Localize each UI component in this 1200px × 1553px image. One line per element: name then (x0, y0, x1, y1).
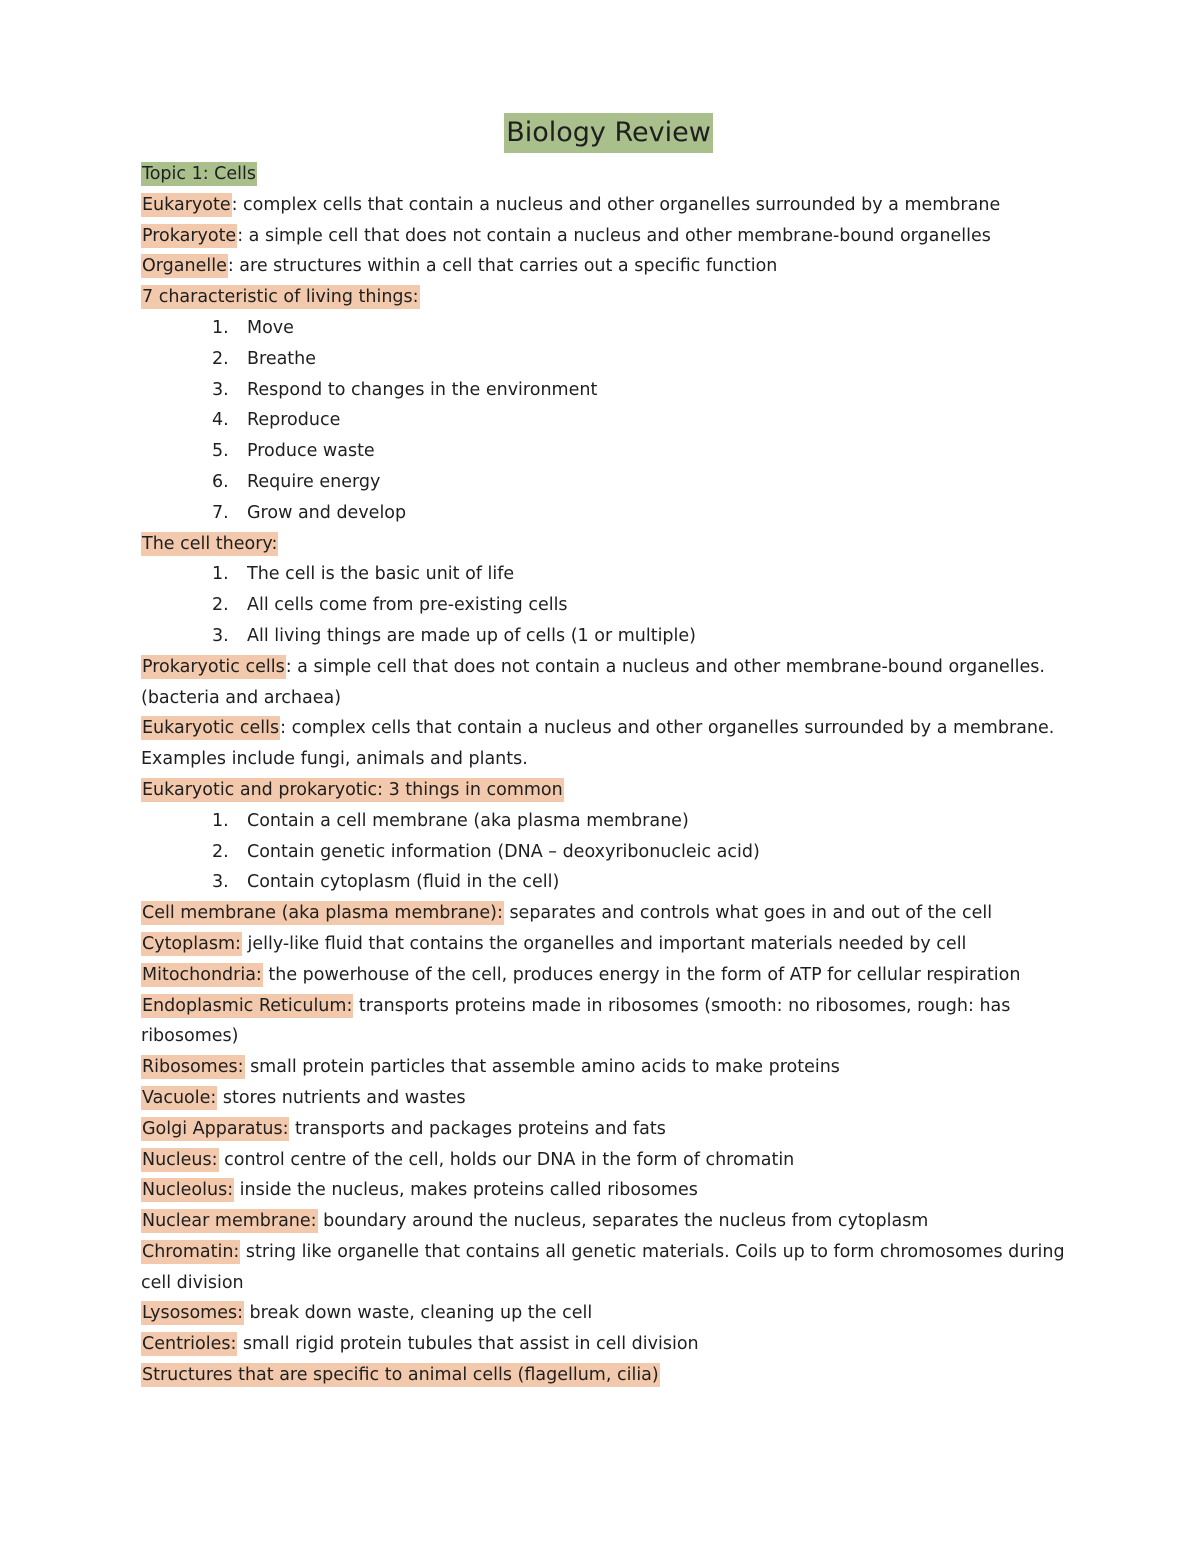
list-number: 3. (212, 379, 229, 400)
definition-line (141, 1083, 1076, 1114)
list-item (141, 405, 1076, 436)
definition-term: Prokaryotic cells (142, 656, 285, 677)
definition-term: Chromatin: (142, 1241, 240, 1262)
definition-line (141, 1175, 1076, 1206)
common-heading-line (141, 775, 1076, 806)
characteristics-heading-line (141, 282, 1076, 313)
list-item (141, 467, 1076, 498)
organelle-definitions (141, 898, 1076, 1360)
definition-term: Cytoplasm: (142, 933, 241, 954)
list-text: Reproduce (247, 410, 341, 431)
topic-line (141, 159, 1076, 190)
list-text: Move (247, 317, 294, 338)
list-number: 4. (212, 410, 229, 431)
list-item (141, 621, 1076, 652)
definition-term: Mitochondria: (142, 964, 262, 985)
definition-term: Prokaryote (142, 225, 237, 246)
list-item (141, 375, 1076, 406)
list-item (141, 344, 1076, 375)
definition-term: Nucleolus: (142, 1180, 234, 1201)
definition-line (141, 1145, 1076, 1176)
definition-text: string like organelle that contains all genetic materials. Coils up to form chromosomes during cell division (141, 1241, 1065, 1293)
definition-line (141, 1114, 1076, 1145)
definition-term: Vacuole: (142, 1087, 217, 1108)
definition-term: Ribosomes: (142, 1057, 244, 1078)
definition-term: Eukaryote (142, 194, 231, 215)
topic-heading: Topic 1: Cells (142, 164, 256, 184)
characteristics-list (141, 313, 1076, 529)
definition-text: : complex cells that contain a nucleus and other organelles surrounded by a membrane (231, 194, 1001, 215)
definition-text: transports and packages proteins and fats (289, 1118, 666, 1139)
list-number: 1. (212, 564, 229, 585)
definition-term: Nucleus: (142, 1149, 218, 1170)
definition-term: Golgi Apparatus: (142, 1118, 289, 1139)
title-row (141, 113, 1076, 157)
definition-line (141, 898, 1076, 929)
list-text: Contain cytoplasm (fluid in the cell) (247, 872, 560, 893)
definition-term: Organelle (142, 256, 227, 277)
cell-theory-heading-line (141, 529, 1076, 560)
document-page (141, 113, 1076, 1391)
definition-line (141, 1329, 1076, 1360)
definition-term: Eukaryotic cells (142, 718, 280, 739)
common-list (141, 806, 1076, 898)
list-text: All cells come from pre-existing cells (247, 595, 568, 616)
definition-term: Lysosomes: (142, 1303, 243, 1324)
definition-term: Nuclear membrane: (142, 1211, 317, 1232)
definition-line (141, 991, 1076, 1053)
definition-line (141, 1237, 1076, 1299)
definition-line (141, 221, 1076, 252)
list-text: All living things are made up of cells (1 or multiple) (247, 625, 696, 646)
list-item (141, 436, 1076, 467)
list-item (141, 867, 1076, 898)
list-text: Produce waste (247, 441, 375, 462)
definitions-cell-types (141, 652, 1076, 775)
list-text: Contain genetic information (DNA – deoxyribonucleic acid) (247, 841, 760, 862)
definition-text: : complex cells that contain a nucleus and other organelles surrounded by a membrane. Examples include fungi, animals and plants. (141, 718, 1055, 770)
list-item (141, 837, 1076, 868)
list-text: Respond to changes in the environment (247, 379, 598, 400)
definition-line (141, 1052, 1076, 1083)
list-number: 3. (212, 872, 229, 893)
list-number: 3. (212, 625, 229, 646)
definitions-basic (141, 190, 1076, 282)
definition-line (141, 1206, 1076, 1237)
list-number: 2. (212, 841, 229, 862)
list-text: Require energy (247, 471, 381, 492)
definition-line (141, 960, 1076, 991)
definition-text: : a simple cell that does not contain a nucleus and other membrane-bound organelles. (bacteria and archaea) (141, 656, 1045, 708)
definition-term: Centrioles: (142, 1334, 237, 1355)
definition-text: : are structures within a cell that carries out a specific function (227, 256, 778, 277)
definition-text: the powerhouse of the cell, produces energy in the form of ATP for cellular respiration (262, 964, 1021, 985)
definition-text: inside the nucleus, makes proteins called ribosomes (234, 1180, 698, 1201)
definition-text: separates and controls what goes in and out of the cell (503, 903, 993, 924)
definition-text: boundary around the nucleus, separates the nucleus from cytoplasm (317, 1211, 929, 1232)
definition-text: jelly-like fluid that contains the organelles and important materials needed by cell (241, 933, 967, 954)
definition-term: Cell membrane (aka plasma membrane): (142, 903, 503, 924)
definition-line (141, 713, 1076, 775)
definition-text: small protein particles that assemble amino acids to make proteins (244, 1057, 840, 1078)
definition-term: Endoplasmic Reticulum: (142, 995, 353, 1016)
definition-line (141, 190, 1076, 221)
characteristics-heading: 7 characteristic of living things: (142, 287, 419, 308)
common-heading: Eukaryotic and prokaryotic: 3 things in common (142, 779, 563, 800)
list-item (141, 806, 1076, 837)
list-number: 6. (212, 471, 229, 492)
list-item (141, 559, 1076, 590)
definition-text: small rigid protein tubules that assist in cell division (237, 1334, 699, 1355)
list-item (141, 590, 1076, 621)
cell-theory-heading: The cell theory: (142, 533, 278, 554)
definition-line (141, 929, 1076, 960)
definition-line (141, 1298, 1076, 1329)
list-text: Grow and develop (247, 502, 407, 523)
definition-text: control centre of the cell, holds our DNA in the form of chromatin (218, 1149, 795, 1170)
list-number: 5. (212, 441, 229, 462)
list-item (141, 498, 1076, 529)
definition-text: break down waste, cleaning up the cell (243, 1303, 593, 1324)
animal-structures-heading: Structures that are specific to animal cells (flagellum, cilia) (142, 1365, 659, 1386)
list-number: 2. (212, 348, 229, 369)
list-text: Breathe (247, 348, 317, 369)
list-text: Contain a cell membrane (aka plasma membrane) (247, 810, 689, 831)
list-number: 7. (212, 502, 229, 523)
definition-text: transports proteins made in ribosomes (smooth: no ribosomes, rough: has ribosomes) (141, 995, 1011, 1047)
definition-line (141, 251, 1076, 282)
list-number: 1. (212, 317, 229, 338)
document-title: Biology Review (504, 113, 713, 153)
definition-line (141, 652, 1076, 714)
definition-text: stores nutrients and wastes (217, 1087, 466, 1108)
list-item (141, 313, 1076, 344)
list-number: 2. (212, 595, 229, 616)
list-text: The cell is the basic unit of life (247, 564, 515, 585)
final-heading-line (141, 1360, 1076, 1391)
list-number: 1. (212, 810, 229, 831)
definition-text: : a simple cell that does not contain a nucleus and other membrane-bound organelles (237, 225, 991, 246)
cell-theory-list (141, 559, 1076, 651)
